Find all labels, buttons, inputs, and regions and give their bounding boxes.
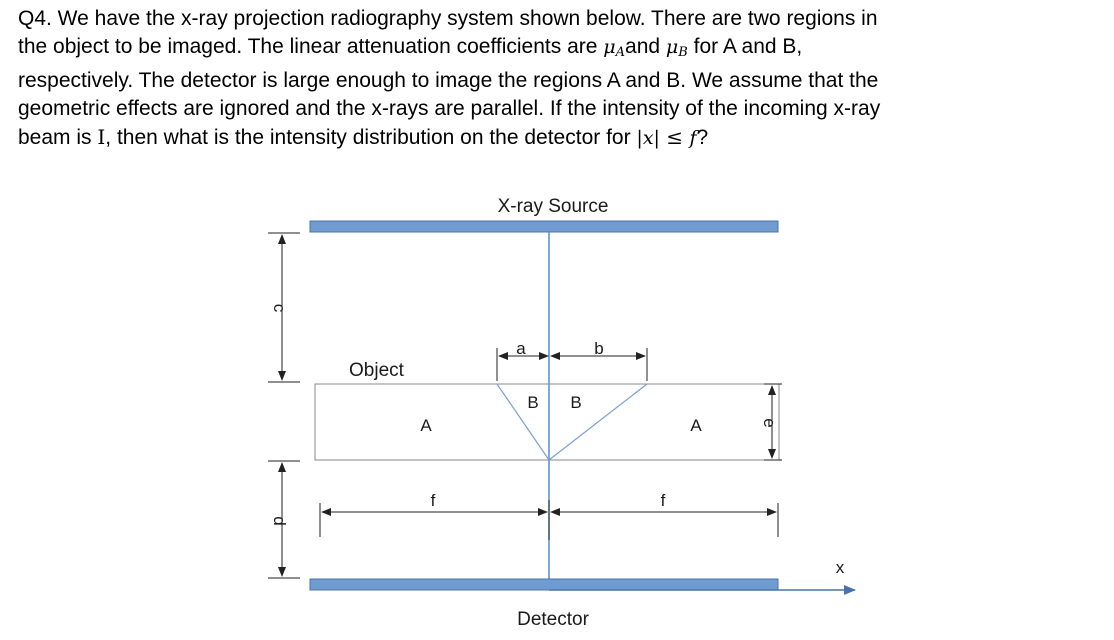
dim-a-label: a — [516, 339, 526, 358]
region-a-right-label: A — [690, 416, 702, 435]
question-line-1: Q4. We have the x-ray projection radiography system shown below. There are two regions in — [18, 7, 878, 30]
question-line-3: respectively. The detector is large enough to image the regions A and B. We assume that the — [18, 69, 879, 92]
xray-source-label: X-ray Source — [497, 196, 609, 217]
question-line-4: geometric effects are ignored and the x-rays are parallel. If the intensity of the incoming x-ray — [18, 97, 881, 120]
region-b-left-edge — [497, 384, 549, 460]
leq-symbol: ≤ — [659, 125, 690, 149]
dim-e-label: e — [760, 418, 779, 428]
question-line-2-middle: and — [625, 35, 666, 58]
dim-f-right-label: f — [660, 491, 666, 510]
detector-label: Detector — [517, 609, 589, 630]
mu-b-symbol: $\mu_B$ — [665, 36, 688, 60]
f-symbol: f — [689, 127, 697, 149]
object-label: Object — [349, 360, 404, 381]
detector-plate — [310, 579, 778, 590]
region-b-left-label: B — [527, 393, 539, 412]
region-b-right-label: B — [570, 393, 582, 412]
dim-f-left-label: f — [430, 491, 436, 510]
dim-c-label: c — [270, 303, 289, 313]
object-box — [315, 384, 779, 460]
question-line-2-start: the object to be imaged. The linear attenuation coefficients are — [18, 35, 604, 58]
region-a-left-label: A — [420, 416, 432, 435]
intensity-symbol: I — [97, 125, 106, 149]
dim-d-label: d — [270, 516, 289, 526]
question-line-5-start: beam is — [18, 126, 98, 149]
question-line-2-end: for A and B, — [687, 35, 803, 58]
xray-source-plate — [310, 221, 778, 232]
dim-b-label: b — [594, 339, 604, 358]
x-axis-label: x — [835, 558, 845, 577]
abs-x-symbol: |x| — [636, 127, 660, 149]
question-line-5-middle: , then what is the intensity distribution on the detector for — [105, 126, 637, 149]
question-line-5-end: ? — [696, 126, 709, 149]
region-b-right-edge — [549, 384, 647, 460]
mu-a-symbol: $\mu_A$ — [603, 36, 626, 60]
